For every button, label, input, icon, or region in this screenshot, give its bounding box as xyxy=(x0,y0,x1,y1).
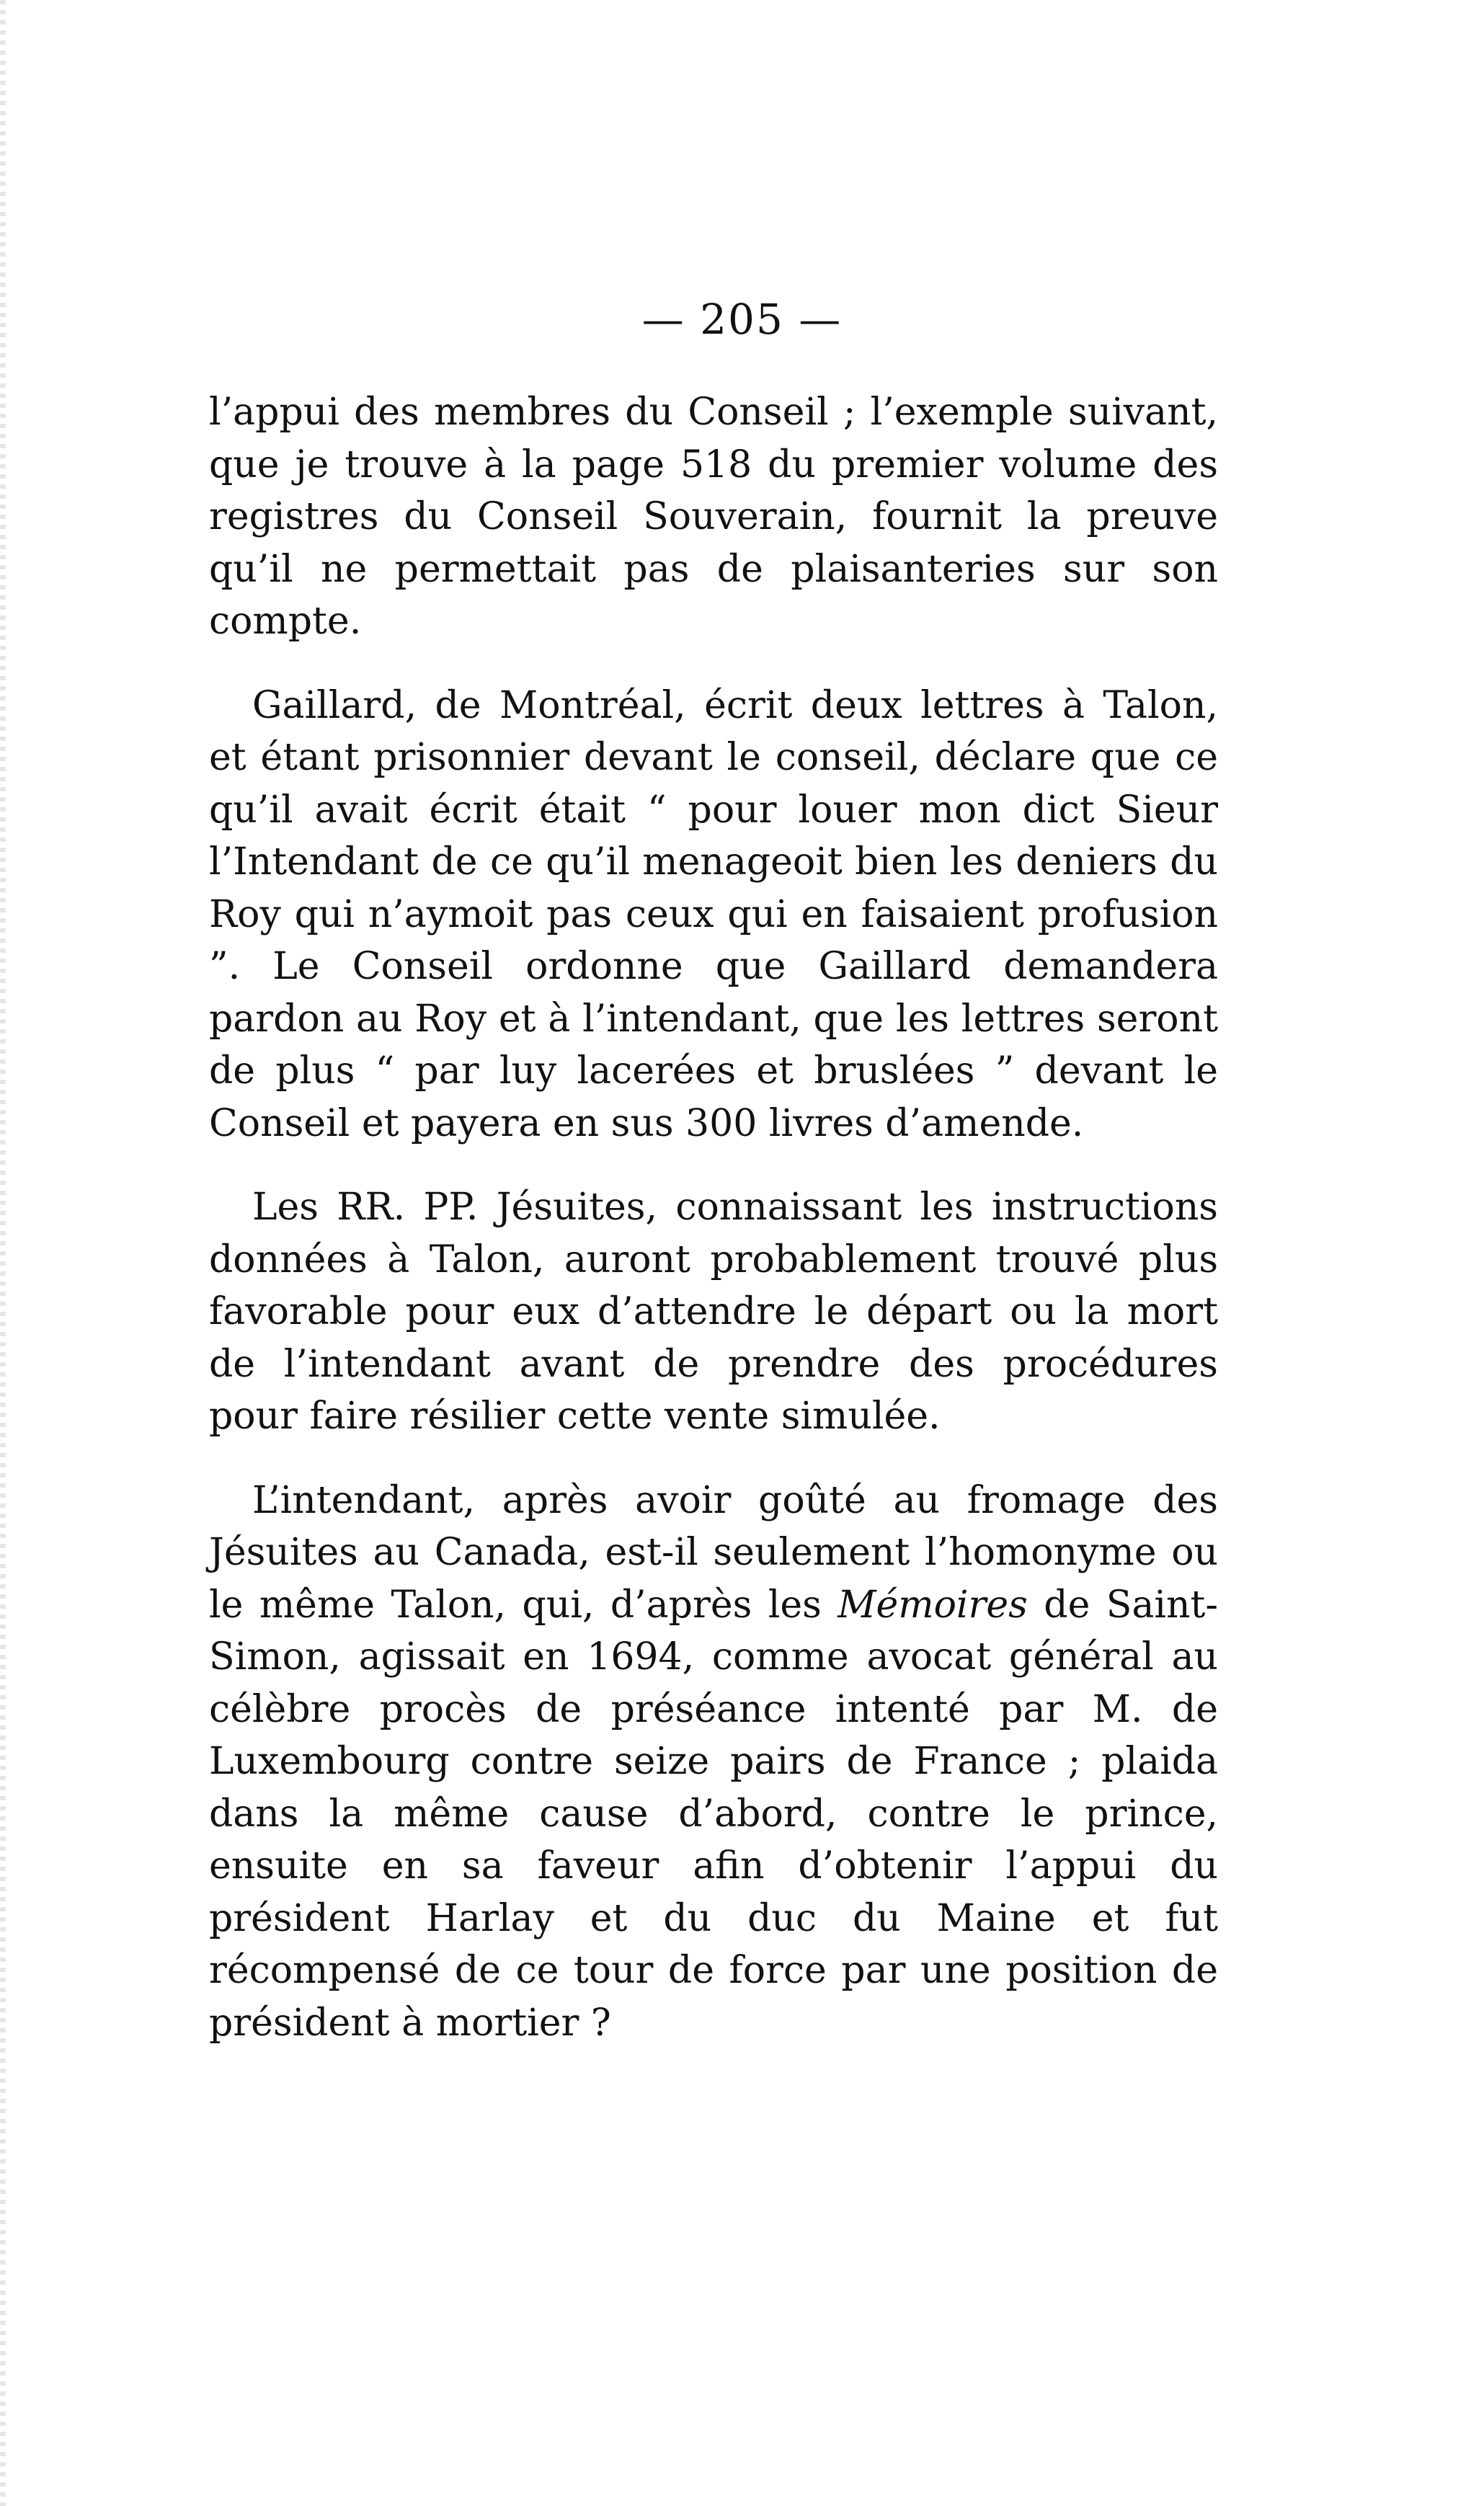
paragraph-gap xyxy=(209,1150,1218,1181)
paragraph-3: Les RR. PP. Jésuites, connaissant les instructions données à Talon, auront probablement trouvé plus favorable pour eux d’attendre le départ ou la mort de l’intendant avant de prendre des procédures pour faire résilier cette vente simulée. xyxy=(209,1186,1218,1438)
paragraph-2: Gaillard, de Montréal, écrit deux lettres à Talon, et étant prisonnier devant le conseil, déclare que ce qu’il avait écrit était “ pour louer mon dict Sieur l’Intendant de ce qu’il menageoit bien les deniers du Roy qui n’aymoit pas ceux qui en faisaient profusion ”. Le Conseil ordonne que Gaillard demandera pardon au Roy et à l’intendant, que les lettres seront de plus “ par luy lacerées et bruslées ” devant le Conseil et payera en sus 300 livres d’amende. xyxy=(209,683,1218,1145)
paragraph-4-text-after: de Saint-Simon, agissait en 1694, comme avocat général au célèbre procès de préséance intenté par M. de Luxembourg contre seize pairs de France ; plaida dans la même cause d’abord, contre le prince, ensuite en sa faveur afin d’obtenir l’appui du président Harlay et du duc du Maine et fut récompensé de ce tour de force par une position de président à mortier ? xyxy=(209,1583,1218,2045)
page-edge-decoration xyxy=(0,0,6,2506)
paragraph-4-text-before: L’intendant, après avoir goûté au fromage des Jésuites au Canada, est-il seulement l’homonyme ou le même Talon, qui, d’après les xyxy=(209,1478,1218,1627)
paragraph-1: l’appui des membres du Conseil ; l’exemple suivant, que je trouve à la page 518 du premier volume des registres du Conseil Souverain, fournit la preuve qu’il ne permettait pas de plaisanteries sur son compte. xyxy=(209,391,1218,643)
body-text xyxy=(209,386,1218,2049)
page-number: — 205 — xyxy=(641,295,843,344)
memoires-title: Mémoires xyxy=(837,1583,1028,1627)
paragraph-4 xyxy=(209,1475,1218,2050)
paragraph-gap xyxy=(209,648,1218,680)
paragraph-gap xyxy=(209,1443,1218,1475)
